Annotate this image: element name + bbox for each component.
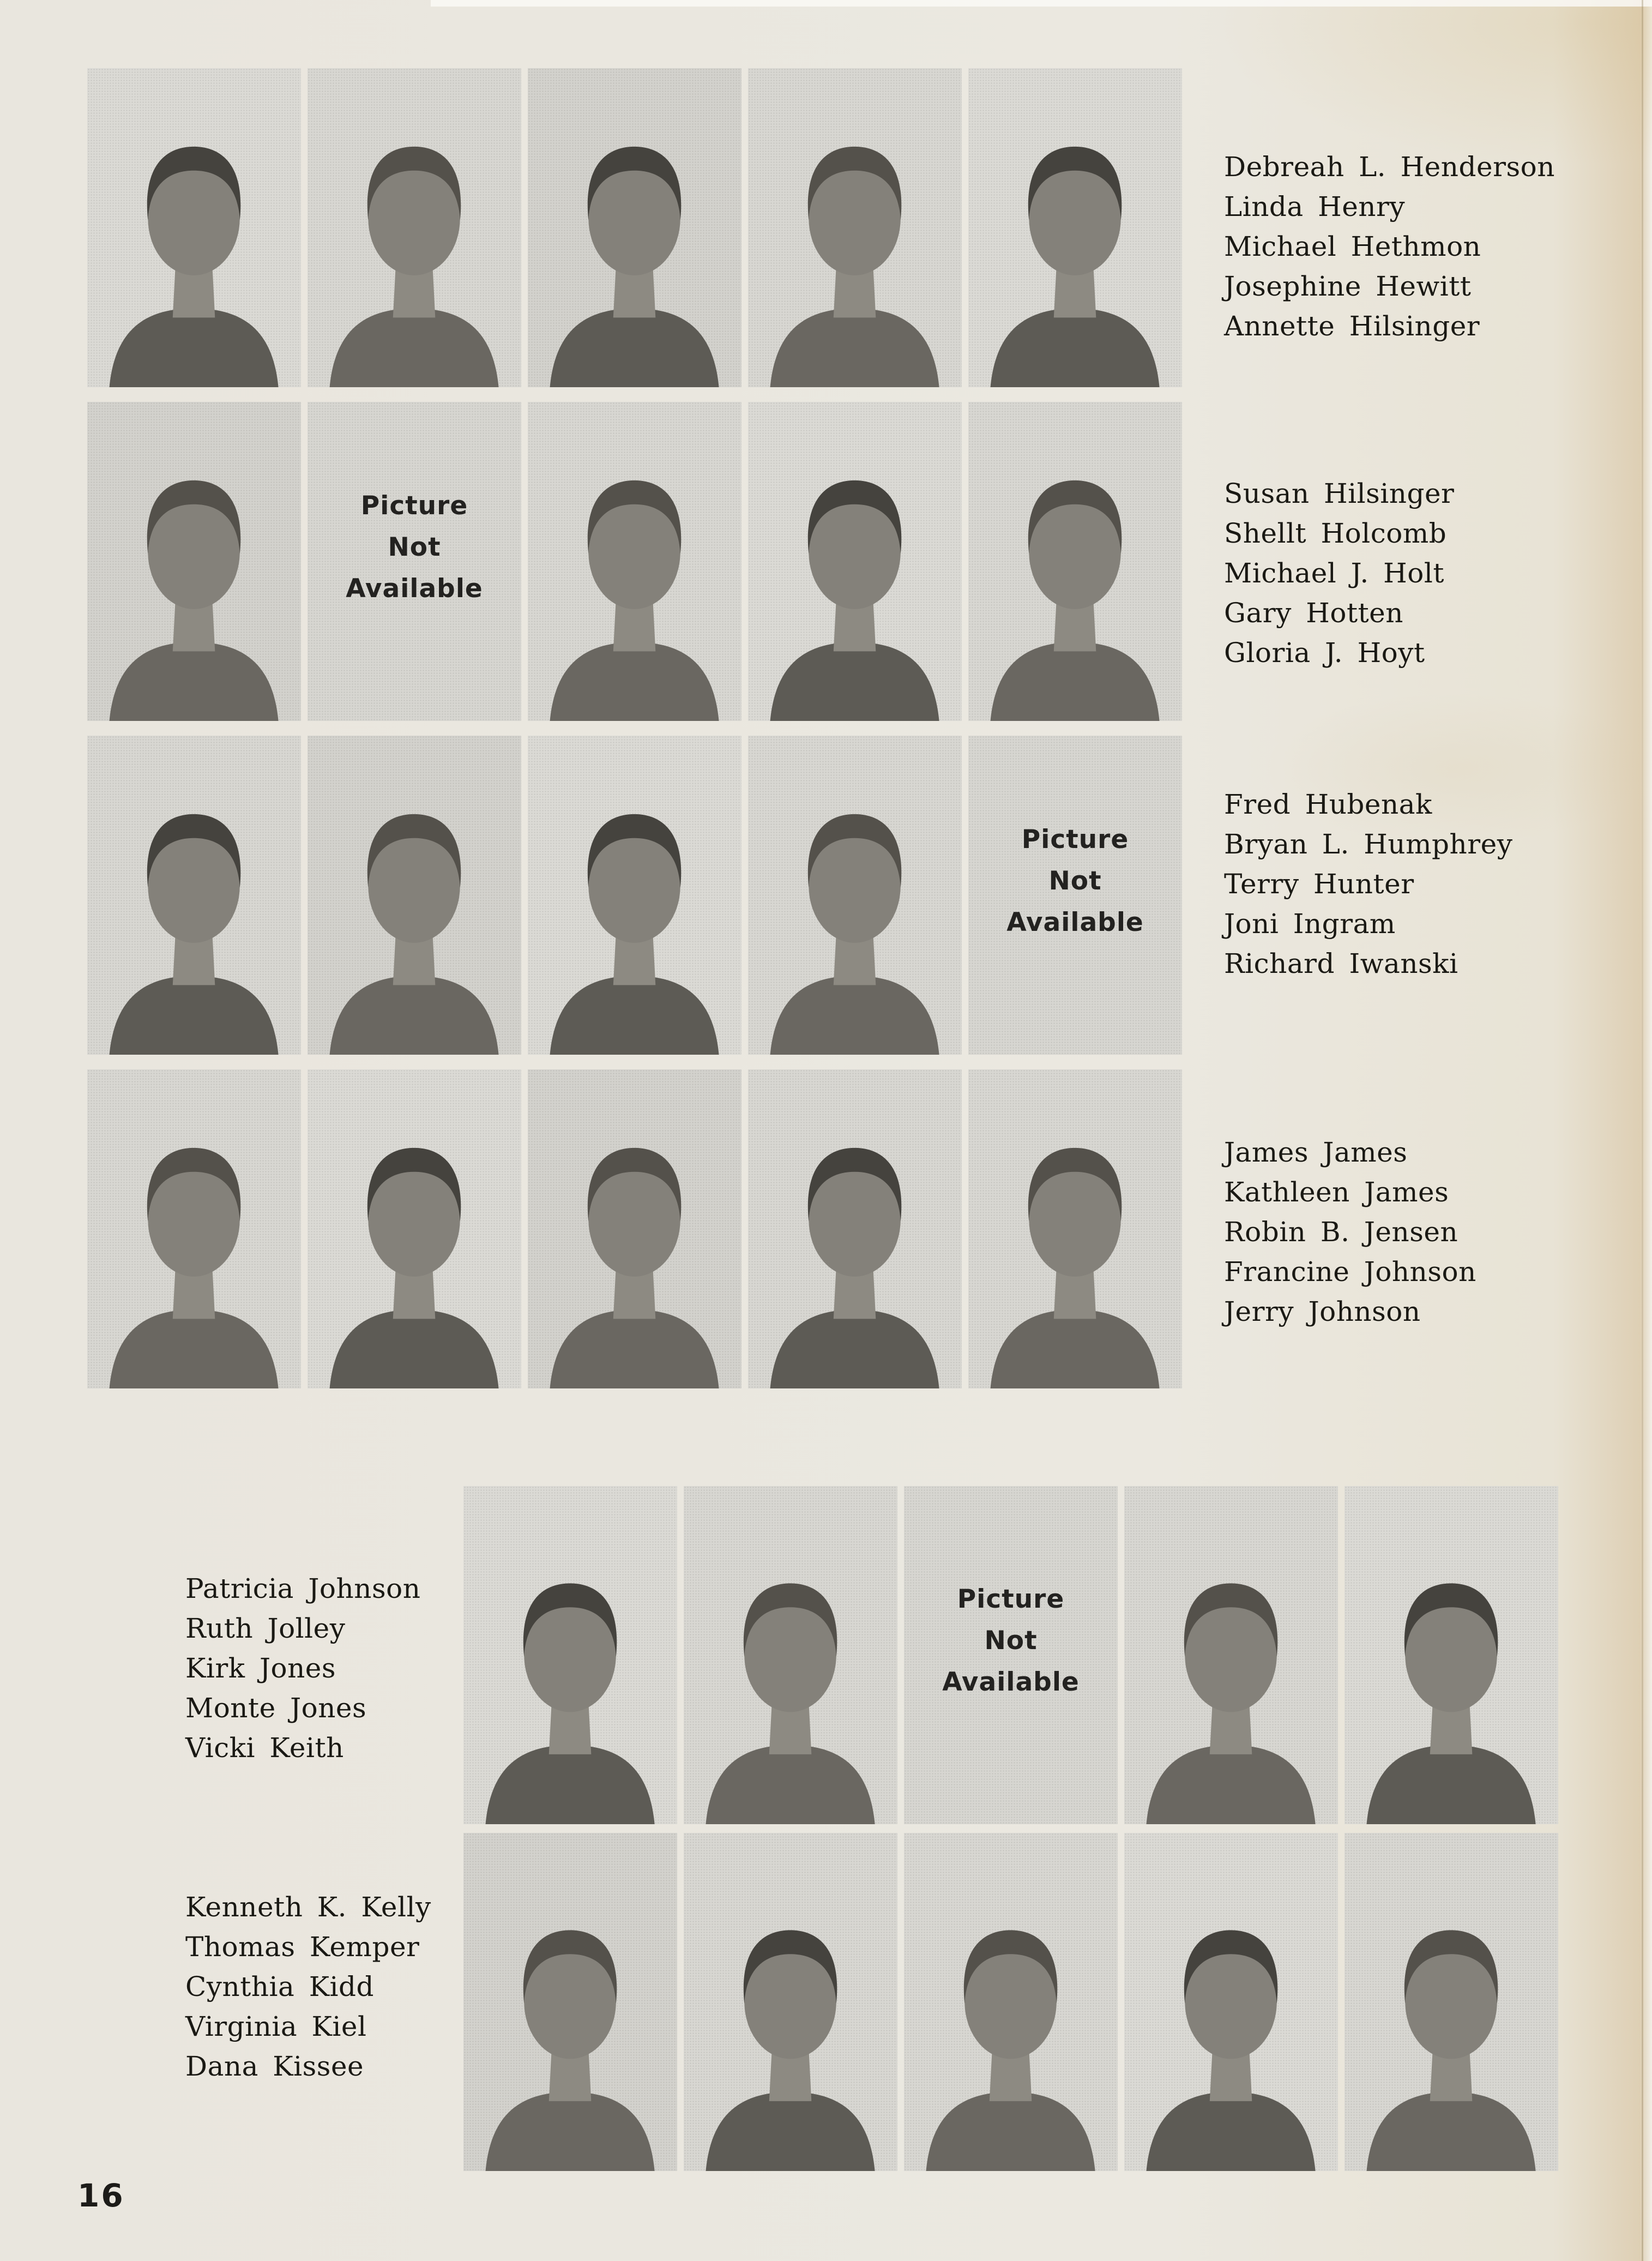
student-portrait: [528, 1069, 741, 1388]
student-name: Linda Henry: [1224, 191, 1406, 223]
placeholder-line: Picture: [957, 1584, 1065, 1614]
person-silhouette-icon: [478, 1520, 662, 1824]
placeholder-line: Not: [388, 532, 441, 562]
student-portrait: [308, 1069, 521, 1388]
person-silhouette-icon: [763, 768, 946, 1055]
student-portrait: [1344, 1486, 1558, 1824]
student-name: Bryan L. Humphrey: [1224, 828, 1513, 860]
placeholder-line: Not: [984, 1626, 1038, 1656]
student-portrait: [308, 68, 521, 387]
person-silhouette-icon: [763, 100, 946, 388]
placeholder-line: Picture: [1021, 824, 1129, 855]
student-portrait: [748, 736, 962, 1055]
person-silhouette-icon: [542, 1102, 726, 1389]
name-list: [1224, 736, 1644, 1055]
person-silhouette-icon: [919, 1867, 1102, 2171]
student-name: Thomas Kemper: [185, 1931, 420, 1963]
person-silhouette-icon: [983, 100, 1167, 388]
student-portrait: [87, 736, 301, 1055]
scanner-edge: [431, 0, 1652, 7]
student-name: Kirk Jones: [185, 1652, 336, 1684]
picture-not-available-label: [1006, 819, 1144, 943]
lower-name-lists: [185, 1486, 461, 2180]
student-portrait: [684, 1833, 897, 2171]
student-name: Robin B. Jensen: [1224, 1216, 1458, 1248]
placeholder-line: Available: [346, 573, 483, 604]
upper-name-lists: [1224, 68, 1644, 1403]
student-portrait: [748, 402, 962, 721]
student-name: Virginia Kiel: [185, 2011, 367, 2042]
student-portrait: [87, 68, 301, 387]
student-name: Kathleen James: [1224, 1176, 1449, 1208]
person-silhouette-icon: [478, 1867, 662, 2171]
student-portrait: [463, 1833, 677, 2171]
person-silhouette-icon: [102, 768, 286, 1055]
person-silhouette-icon: [322, 1102, 506, 1389]
person-silhouette-icon: [542, 768, 726, 1055]
student-portrait: [968, 68, 1182, 387]
student-portrait: [684, 1486, 897, 1824]
student-name: Michael Hethmon: [1224, 231, 1481, 262]
student-name: Susan Hilsinger: [1224, 478, 1455, 509]
student-name: Monte Jones: [185, 1692, 367, 1724]
student-portrait: [968, 1069, 1182, 1388]
person-silhouette-icon: [1139, 1867, 1323, 2171]
student-name: Vicki Keith: [185, 1732, 344, 1764]
student-portrait: [308, 736, 521, 1055]
person-silhouette-icon: [1359, 1867, 1543, 2171]
student-name: Michael J. Holt: [1224, 557, 1444, 589]
placeholder-line: Available: [942, 1667, 1080, 1697]
student-name: Joni Ingram: [1224, 908, 1396, 940]
name-list: [1224, 68, 1644, 387]
picture-not-available-label: [942, 1579, 1080, 1703]
student-name: Terry Hunter: [1224, 868, 1414, 900]
placeholder-line: Not: [1048, 865, 1102, 896]
student-name: Annette Hilsinger: [1224, 310, 1480, 342]
student-name: Debreah L. Henderson: [1224, 151, 1555, 183]
name-list: [1224, 402, 1644, 721]
student-portrait: [1124, 1833, 1338, 2171]
student-name: Fred Hubenak: [1224, 789, 1432, 820]
person-silhouette-icon: [542, 100, 726, 388]
student-name: Patricia Johnson: [185, 1573, 421, 1604]
person-silhouette-icon: [542, 434, 726, 721]
picture-not-available-label: [346, 485, 483, 610]
upper-photo-grid: [87, 68, 1182, 1388]
person-silhouette-icon: [983, 1102, 1167, 1389]
student-name: Gary Hotten: [1224, 597, 1403, 629]
name-list: [185, 1833, 461, 2171]
person-silhouette-icon: [102, 1102, 286, 1389]
student-portrait: [528, 736, 741, 1055]
student-portrait: [528, 402, 741, 721]
student-name: Shellt Holcomb: [1224, 518, 1447, 549]
person-silhouette-icon: [322, 768, 506, 1055]
student-portrait: [748, 68, 962, 387]
student-name: Jerry Johnson: [1224, 1296, 1421, 1327]
person-silhouette-icon: [698, 1867, 882, 2171]
picture-not-available-placeholder: [968, 736, 1182, 1055]
person-silhouette-icon: [763, 1102, 946, 1389]
student-name: Josephine Hewitt: [1224, 270, 1472, 302]
picture-not-available-placeholder: [308, 402, 521, 721]
student-portrait: [463, 1486, 677, 1824]
student-portrait: [1124, 1486, 1338, 1824]
student-portrait: [1344, 1833, 1558, 2171]
placeholder-line: Picture: [360, 490, 468, 521]
student-portrait: [748, 1069, 962, 1388]
person-silhouette-icon: [102, 100, 286, 388]
person-silhouette-icon: [1359, 1520, 1543, 1824]
student-portrait: [87, 1069, 301, 1388]
student-name: Gloria J. Hoyt: [1224, 637, 1425, 669]
student-portrait: [528, 68, 741, 387]
student-name: Dana Kissee: [185, 2050, 364, 2082]
person-silhouette-icon: [983, 434, 1167, 721]
page-number: 16: [77, 2177, 125, 2214]
student-name: Ruth Jolley: [185, 1613, 346, 1644]
student-name: Kenneth K. Kelly: [185, 1891, 431, 1923]
person-silhouette-icon: [1139, 1520, 1323, 1824]
placeholder-line: Available: [1006, 907, 1144, 937]
person-silhouette-icon: [763, 434, 946, 721]
student-name: Francine Johnson: [1224, 1256, 1476, 1288]
lower-photo-grid: [463, 1486, 1558, 2171]
student-name: James James: [1224, 1136, 1408, 1168]
name-list: [1224, 1069, 1644, 1388]
person-silhouette-icon: [322, 100, 506, 388]
student-name: Cynthia Kidd: [185, 1971, 375, 2003]
picture-not-available-placeholder: [904, 1486, 1118, 1824]
person-silhouette-icon: [102, 434, 286, 721]
name-list: [185, 1486, 461, 1824]
student-portrait: [87, 402, 301, 721]
student-portrait: [904, 1833, 1118, 2171]
student-portrait: [968, 402, 1182, 721]
person-silhouette-icon: [698, 1520, 882, 1824]
student-name: Richard Iwanski: [1224, 948, 1458, 979]
